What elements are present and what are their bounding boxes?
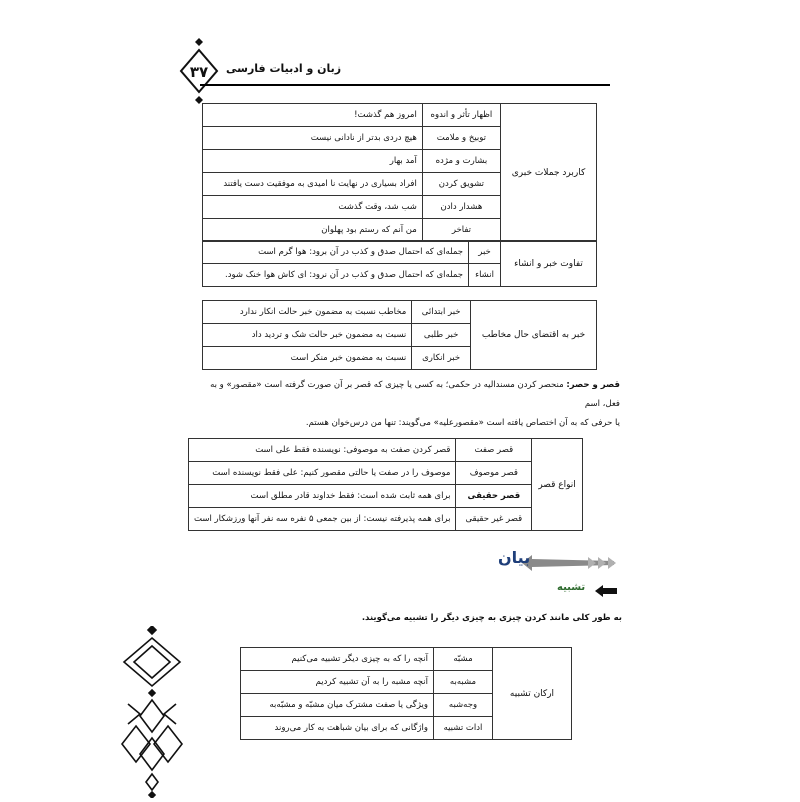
book-title: زبان و ادبیات فارسی [226, 62, 342, 75]
qasr-line-2: یا حرفی که به آن اختصاص یافته است «مقصورعلیه» می‌گویند: تنها من درس‌خوان هستم. [305, 418, 620, 428]
table-category: کاربرد جملات خبری [501, 104, 597, 242]
khabar-insha-table [202, 240, 597, 287]
table-row: ارکان تشبیه مشبّه آنچه را که به چیزی دیگر تشبیه می‌کنیم [241, 648, 572, 671]
tashbih-components-table [240, 647, 572, 740]
header-rule [200, 84, 610, 86]
table-category: تفاوت خبر و انشاء [501, 241, 597, 287]
qasr-paragraph [200, 376, 620, 433]
decorative-ornament [114, 626, 190, 798]
table-row: قصر حقیقی برای همه ثابت شده است: فقط خداوند قادر مطلق است [189, 485, 583, 508]
table-row: قصر غیر حقیقی برای همه پذیرفته نیست: از بین جمعی ۵ نفره سه نفر آنها ورزشکار است [189, 508, 583, 531]
table-row: ادات تشبیه واژگانی که برای بیان شباهت به کار می‌روند [241, 717, 572, 740]
tashbih-intro: به طور کلی مانند کردن چیزی به چیزی دیگر را تشبیه می‌گویند. [361, 613, 622, 623]
table-row: توبیخ و ملامت هیچ دردی بدتر از نادانی نیست [203, 127, 597, 150]
table-row: خبر به اقتضای حال مخاطب خبر ابتدائی مخاطب نسبت به مضمون خبر حالت انکار ندارد [203, 301, 597, 324]
qasr-term: قصر و حصر: [566, 380, 620, 390]
table-row: تفاوت خبر و انشاء خبر جمله‌ای که احتمال صدق و کذب در آن برود: هوا گرم است [203, 241, 597, 264]
table-row: هشدار دادن شب شد، وقت گذشت [203, 196, 597, 219]
table-row: خبر انکاری نسبت به مضمون خبر منکر است [203, 347, 597, 370]
section-title: بیان [498, 548, 531, 567]
table-row: خبر طلبی نسبت به مضمون خبر حالت شک و تردید داد [203, 324, 597, 347]
khabar-context-table [202, 300, 597, 370]
table-row: بشارت و مژده آمد بهار [203, 150, 597, 173]
page-number: ۳۷ [189, 63, 209, 81]
qasr-line-1: منحصر کردن مسندالیه در حکمی؛ به کسی یا چیزی که قصر بر آن صورت گرفته است «مقصور» و به فعل، اسم [210, 380, 620, 409]
subsection-arrow-icon [593, 583, 619, 597]
table-row: قصر موصوف موصوف را در صفت یا حالتی مقصور کنیم: علی فقط نویسنده است [189, 462, 583, 485]
sentence-usage-table [202, 103, 597, 242]
table-row: تشویق کردن افراد بسیاری در نهایت نا امیدی به موفقیت دست یافتند [203, 173, 597, 196]
table-row: مشبه‌به آنچه مشبه را به آن تشبیه کردیم [241, 671, 572, 694]
subsection-title: تشبیه [557, 582, 586, 593]
qasr-types-table [188, 438, 583, 531]
table-row: انشاء جمله‌ای که احتمال صدق و کذب در آن نرود: ای کاش هوا خنک شود. [203, 264, 597, 287]
table-row: انواع قصر قصر صفت قصر کردن صفت به موصوفی: نویسنده فقط علی است [189, 439, 583, 462]
table-category: ارکان تشبیه [493, 648, 572, 740]
table-category: انواع قصر [532, 439, 583, 531]
table-row: کاربرد جملات خبری اظهار تأثر و اندوه امروز هم گذشت! [203, 104, 597, 127]
table-row: وجه‌شبه ویژگی یا صفت مشترک میان مشبّه و مشبّه‌به [241, 694, 572, 717]
table-category: خبر به اقتضای حال مخاطب [471, 301, 597, 370]
section-arrow-icon [518, 551, 618, 575]
table-row: تفاخر من آنم که رستم بود پهلوان [203, 219, 597, 242]
